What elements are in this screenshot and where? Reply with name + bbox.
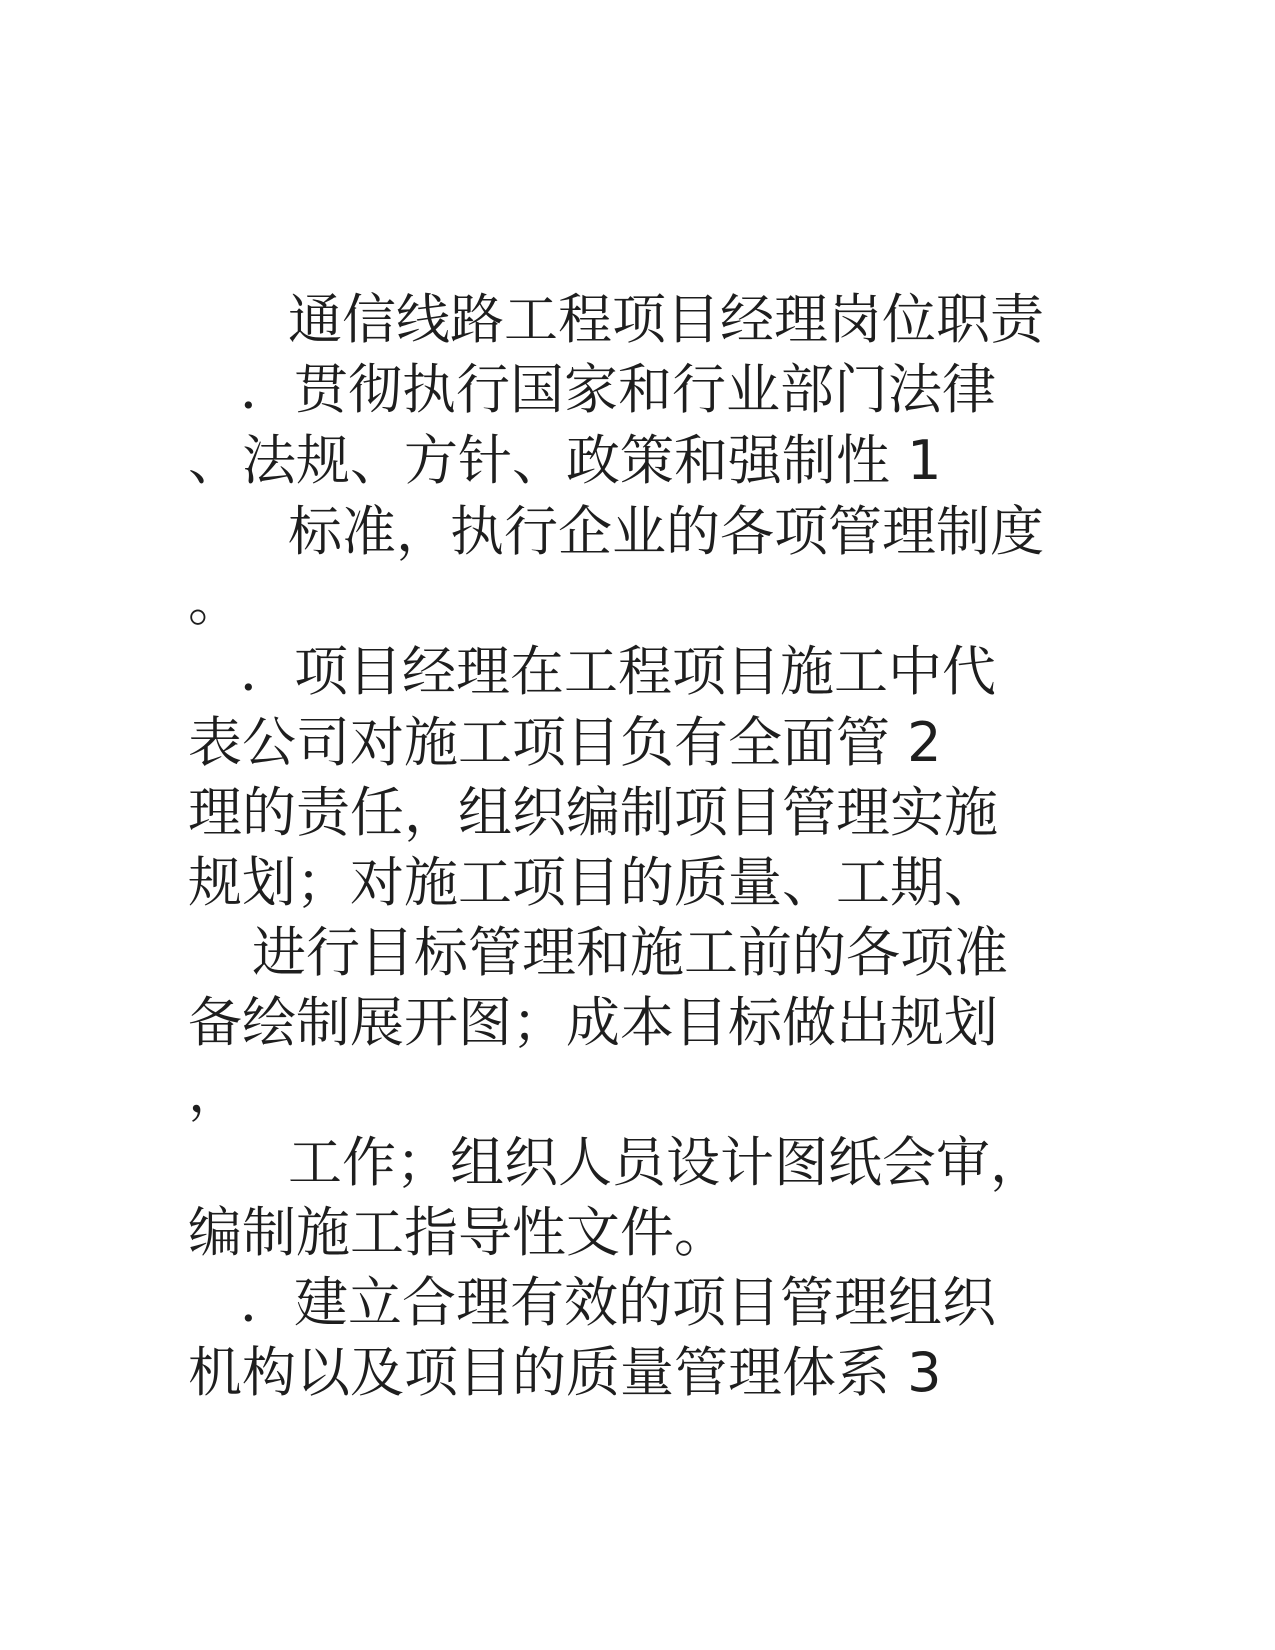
document-title: 通信线路工程项目经理岗位职责 — [288, 288, 1044, 351]
text-line: ．建立合理有效的项目管理组织 — [240, 1271, 996, 1334]
text-line: ．项目经理在工程项目施工中代 — [240, 640, 996, 703]
text-line: 备绘制展开图；成本目标做出规划 — [188, 991, 998, 1054]
text-line: 理的责任，组织编制项目管理实施 — [188, 781, 998, 844]
text-line: 表公司对施工项目负有全面管 2 — [188, 711, 942, 774]
text-line: ．贯彻执行国家和行业部门法律 — [240, 358, 996, 421]
text-line: 进行目标管理和施工前的各项准 — [252, 921, 1008, 984]
text-line: 工作；组织人员设计图纸会审， — [288, 1131, 1044, 1194]
text-line: 、法规、方针、政策和强制性 1 — [188, 429, 942, 492]
text-line: 编制施工指导性文件。 — [188, 1201, 728, 1264]
text-line: 规划；对施工项目的质量、工期、 — [188, 851, 998, 914]
text-line: 机构以及项目的质量管理体系 3 — [188, 1341, 942, 1404]
text-line: 标准，执行企业的各项管理制度 — [288, 500, 1044, 563]
text-line: ， — [188, 1061, 242, 1124]
text-line: 。 — [188, 570, 242, 633]
